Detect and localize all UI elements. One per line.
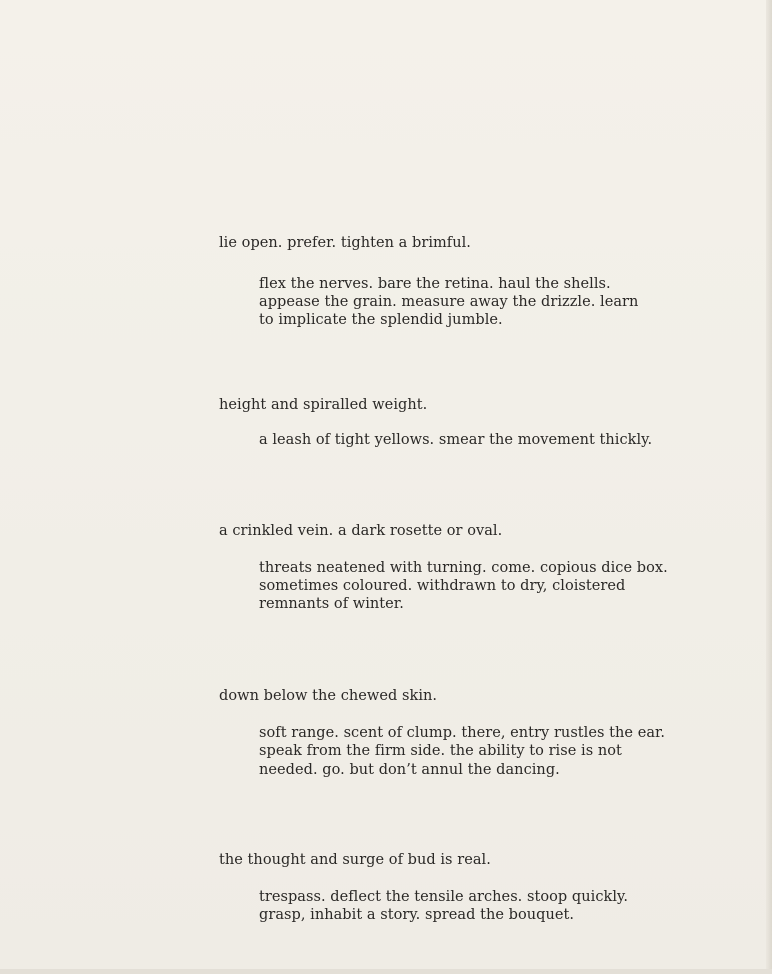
- stanza-5-line-1: trespass. deflect the tensile arches. stoop quickly.: [259, 889, 628, 905]
- stanza-3-heading: a crinkled vein. a dark rosette or oval.: [219, 523, 503, 539]
- stanza-3-line-2: sometimes coloured. withdrawn to dry, cloistered: [259, 578, 626, 594]
- stanza-4-line-3: needed. go. but don’t annul the dancing.: [259, 762, 560, 778]
- page-edge-bottom: [0, 969, 772, 974]
- stanza-3-line-1: threats neatened with turning. come. copious dice box.: [259, 560, 668, 576]
- stanza-5-line-2: grasp, inhabit a story. spread the bouquet.: [259, 907, 575, 923]
- stanza-1-heading: lie open. prefer. tighten a brimful.: [219, 235, 471, 251]
- page-edge-right: [766, 0, 772, 974]
- stanza-4-line-2: speak from the firm side. the ability to rise is not: [259, 743, 622, 759]
- stanza-1-line-1: flex the nerves. bare the retina. haul the shells.: [259, 276, 611, 292]
- stanza-3-line-3: remnants of winter.: [259, 596, 404, 612]
- stanza-1-line-3: to implicate the splendid jumble.: [259, 312, 503, 328]
- stanza-5-heading: the thought and surge of bud is real.: [219, 852, 491, 868]
- stanza-4-heading: down below the chewed skin.: [219, 688, 438, 704]
- stanza-4-line-1: soft range. scent of clump. there, entry rustles the ear.: [259, 725, 666, 741]
- stanza-1-line-2: appease the grain. measure away the drizzle. learn: [259, 294, 639, 310]
- stanza-2-heading: height and spiralled weight.: [219, 397, 428, 413]
- stanza-2-line-1: a leash of tight yellows. smear the movement thickly.: [259, 432, 653, 448]
